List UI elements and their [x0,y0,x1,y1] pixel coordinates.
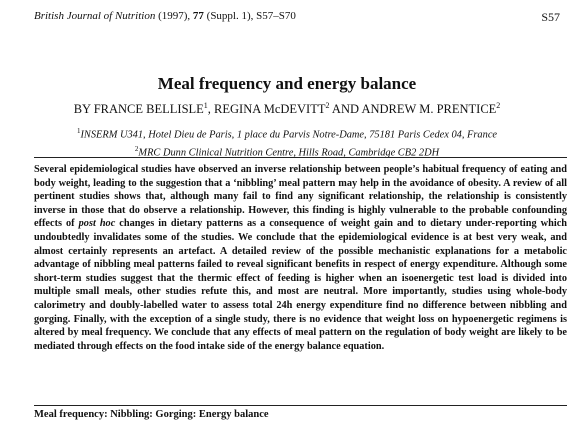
running-head [34,10,560,26]
abstract-text-part1: Several epidemiological studies have observed an inverse relationship between people’s habitual frequency of eating and body weight, leading to the suggestion that a ‘nibbling’ meal pattern may help in the avoidance of obesity. A review of all pertinent studies shows that, although many fail to find any significant relationship, the relationship is consistently inverse in those that do observe a relationship. However, this finding is highly vulnerable to the probable confounding effects of [34,164,567,230]
keywords: Meal frequency: Nibbling: Gorging: Energy balance [34,409,269,420]
journal-pages: (Suppl. 1), S57–S70 [206,10,296,22]
author-separator: , [207,102,215,117]
affiliation-1-mark: 1 [76,127,81,135]
affiliation-2-mark: 2 [134,145,139,154]
abstract-bottom-rule [34,405,567,406]
author-mcdevitt: REGINA McDEVITT [214,102,326,117]
author-prefix: BY [73,102,91,117]
page-number: S57 [541,10,560,24]
author-separator-and: AND [329,102,362,117]
affiliation-2 [20,142,554,160]
abstract-italic-term: post hoc [78,218,116,230]
author-mcdevitt-affiliation-mark: 2 [325,101,330,110]
journal-citation [34,10,296,22]
author-prentice-affiliation-mark: 2 [496,101,501,110]
journal-year: (1997), [158,10,191,22]
abstract-top-rule [34,157,567,158]
affiliation-2-text: MRC Dunn Clinical Nutrition Centre, Hills Road, Cambridge CB2 2DH [138,147,440,159]
article-title: Meal frequency and energy balance [157,74,417,93]
affiliation-1 [20,124,554,142]
affiliation-1-text: INSERM U341, Hotel Dieu de Paris, 1 place du Parvis Notre-Dame, 75181 Paris Cedex 04, France [80,129,498,141]
journal-volume: 77 [192,10,204,22]
abstract [34,163,567,353]
journal-name: British Journal of Nutrition [34,10,156,22]
author-bellisle: FRANCE BELLISLE [93,102,204,117]
affiliations [20,124,554,161]
abstract-text-part2: changes in dietary patterns as a consequence of weight gain and to dietary under-reporting which undoubtedly invalidates some of the studies. We conclude that the epidemiological evidence is at best very weak, and almost certainly represents an artefact. A detailed review of the possible mechanistic explanations for a metabolic advantage of nibbling meal patterns failed to reveal significant benefits in respect of energy expenditure. Although some short-term studies suggest that the thermic effect of feeding is higher when an isoenergetic test load is divided into multiple small meals, other studies refute this, and most are neutral. More importantly, studies using whole-body calorimetry and doubly-labelled water to assess total 24h energy expenditure find no difference between nibbling and gorging. Finally, with the exception of a single study, there is no evidence that weight loss on hypoenergetic regimens is altered by meal frequency. We conclude that any effects of meal pattern on the regulation of body weight are likely to be mediated through effects on the food intake side of the energy balance equation. [34,218,567,352]
author-line [0,101,574,117]
author-prentice: ANDREW M. PRENTICE [361,102,497,117]
author-bellisle-affiliation-mark: 1 [203,101,208,110]
